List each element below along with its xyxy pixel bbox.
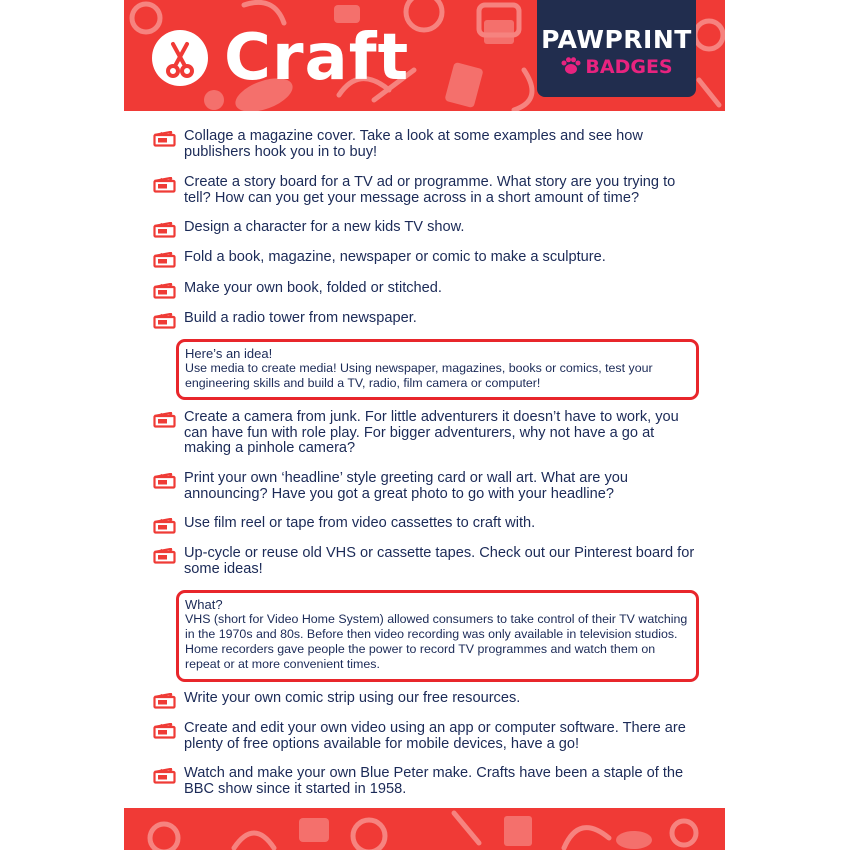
what-box-title: What?: [185, 597, 223, 612]
film-clapper-icon: [153, 723, 176, 739]
brand-line2: BADGES: [585, 56, 673, 78]
film-clapper-icon: [153, 131, 176, 147]
film-clapper-icon: [153, 518, 176, 534]
film-clapper-icon: [153, 177, 176, 193]
film-clapper-icon: [153, 222, 176, 238]
brand-line2-wrap: [537, 55, 696, 81]
item-text: Collage a magazine cover. Take a look at some examples and see how publishers hook you in to buy!: [184, 128, 643, 160]
film-clapper-icon: [153, 548, 176, 564]
film-clapper-icon: [153, 252, 176, 268]
idea-box-text: Use media to create media! Using newspaper, magazines, books or comics, test your engineering skills and build a TV, radio, film camera or computer!: [185, 361, 653, 390]
paw-icon: [560, 57, 582, 81]
item-text: Make your own book, folded or stitched.: [184, 280, 442, 296]
film-clapper-icon: [153, 313, 176, 329]
footer-doodles-icon: [124, 808, 725, 850]
film-clapper-icon: [153, 473, 176, 489]
header-banner: [124, 0, 725, 111]
item-text: Print your own ‘headline’ style greeting card or wall art. What are you announcing? Have you got a great photo to go with your headline?: [184, 470, 628, 502]
film-clapper-icon: [153, 412, 176, 428]
footer-banner: [124, 808, 725, 850]
item-text: Up-cycle or reuse old VHS or cassette tapes. Check out our Pinterest board for some ideas!: [184, 545, 695, 577]
film-clapper-icon: [153, 693, 176, 709]
what-box-text: VHS (short for Video Home System) allowed consumers to take control of their TV watching in the 1970s and 80s. Before then video recording was only available in television studios. Home recorders gave people the power to record TV programmes and watch them on repeat or at more convenient times.: [185, 612, 688, 671]
item-text: Build a radio tower from newspaper.: [184, 310, 417, 326]
item-text: Use film reel or tape from video cassettes to craft with.: [184, 515, 536, 531]
film-clapper-icon: [153, 768, 176, 784]
item-text: Create a story board for a TV ad or programme. What story are you trying to tell? How can you get your message across in a short amount of time?: [184, 174, 676, 206]
film-clapper-icon: [153, 283, 176, 299]
craft-page: [124, 0, 725, 850]
scissors-icon: [152, 30, 208, 86]
pawprint-badges-logo: [537, 0, 696, 97]
item-text: Design a character for a new kids TV show.: [184, 219, 465, 235]
brand-line1: PAWPRINT: [541, 25, 692, 54]
what-box: [176, 590, 699, 682]
item-text: Create a camera from junk. For little adventurers it doesn’t have to work, you can have fun with role play. For bigger adventurers, why not have a go at making a pinhole camera?: [184, 409, 679, 456]
page-title: Craft: [224, 21, 410, 95]
idea-box-title: Here’s an idea!: [185, 346, 273, 361]
idea-box: [176, 339, 699, 400]
item-text: Fold a book, magazine, newspaper or comic to make a sculpture.: [184, 249, 606, 265]
item-text: Create and edit your own video using an app or computer software. There are plenty of free options available for mobile devices, have a go!: [184, 720, 686, 752]
item-text: Write your own comic strip using our free resources.: [184, 690, 521, 706]
item-text: Watch and make your own Blue Peter make. Crafts have been a staple of the BBC show since it started in 1958.: [184, 765, 684, 797]
